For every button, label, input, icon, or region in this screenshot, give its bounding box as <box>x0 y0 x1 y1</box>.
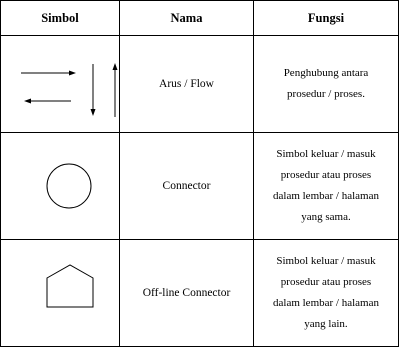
function-line: dalam lembar / halaman <box>273 190 379 202</box>
symbol-name: Off-line Connector <box>120 240 254 347</box>
symbol-name: Connector <box>120 133 254 240</box>
connector-circle-icon <box>1 133 120 239</box>
off-page-connector-pentagon-icon <box>1 240 120 346</box>
function-line: prosedur / proses. <box>287 88 365 100</box>
function-line: Simbol keluar / masuk <box>276 148 376 160</box>
function-line: prosedur atau proses <box>280 276 372 288</box>
symbol-cell <box>1 36 120 133</box>
header-simbol: Simbol <box>1 1 120 36</box>
function-line: dalam lembar / halaman <box>273 297 379 309</box>
table-row <box>1 36 399 133</box>
symbol-cell <box>1 240 120 347</box>
flow-arrows-icon <box>1 36 120 132</box>
header-nama: Nama <box>120 1 254 36</box>
symbol-name: Arus / Flow <box>120 36 254 133</box>
symbol-function <box>254 36 399 133</box>
function-line: yang sama. <box>301 211 351 223</box>
symbol-function <box>254 240 399 347</box>
function-line: Penghubung antara <box>283 67 369 79</box>
table-header-row <box>1 1 399 36</box>
symbol-cell <box>1 133 120 240</box>
table-row <box>1 240 399 347</box>
function-line: prosedur atau proses <box>280 169 372 181</box>
function-line: yang lain. <box>304 318 348 330</box>
table-row <box>1 133 399 240</box>
symbol-function <box>254 133 399 240</box>
header-fungsi: Fungsi <box>254 1 399 36</box>
function-line: Simbol keluar / masuk <box>276 255 376 267</box>
